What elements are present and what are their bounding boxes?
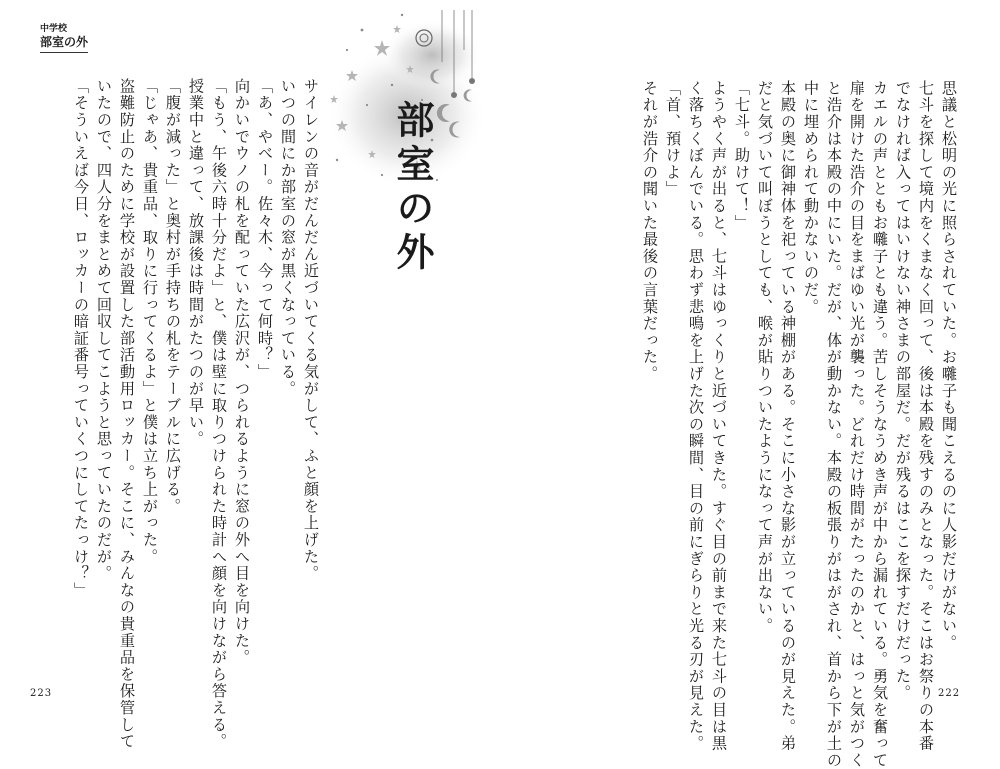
text-line: 盗難防止のために学校が設置した部活動用ロッカー。そこに、みんなの貴重品を保管して: [118, 78, 136, 750]
text-line: 「もう、午後六時十分だよ」と、僕は壁に取りつけられた時計へ顔を向けながら答える。: [210, 78, 228, 750]
right-page-text: [585, 80, 960, 769]
page-number-left: 223: [30, 688, 53, 699]
text-line: 七斗を探して境内をくまなく回って、後は本殿を残すのみとなった。そこはお祭りの本番: [917, 80, 935, 752]
text-line: 本殿の奥に御神体を祀っている神棚がある。そこに小さな影が立っているのが見えた。弟: [779, 80, 797, 752]
text-line: 授業中と違って、放課後は時間がたつのが早い。: [187, 78, 205, 448]
text-line: ようやく声が出ると、七斗はゆっくりと近づいてきた。すぐ目の前まで来た七斗の目は黒: [710, 80, 728, 752]
text-line: 扉を開けた浩介の目をまばゆい光が襲った。どれだけ時間がたったのかと、はっと気がつく: [848, 80, 866, 769]
text-line: カエルの声とともお囃子とも違う。苦しそうなうめき声が中から漏れている。勇気を奮って: [871, 80, 889, 769]
text-line: 「七斗。助けて！」: [733, 80, 751, 232]
page-number-right: 222: [938, 688, 961, 699]
text-line: それが浩介の聞いた最後の言葉だった。: [641, 80, 659, 383]
text-line: 中に埋められて動かないのだ。: [802, 80, 820, 316]
left-page-text: [37, 78, 322, 750]
text-line: いたので、四人分をまとめて回収してこようと思っていたのだが。: [95, 78, 113, 582]
chapter-title: 部室の外: [390, 100, 434, 276]
text-line: と浩介は本殿の中にいた。だが、体が動かない。本殿の板張りがはがされ、首から下が土の: [825, 80, 843, 769]
text-line: サイレンの音がだんだん近づいてくる気がして、ふと顔を上げた。: [302, 78, 320, 582]
header-title: 部室の外: [40, 35, 88, 53]
text-line: だと気づいて叫ぼうとしても、喉が貼りついたようになって声が出ない。: [756, 80, 774, 635]
text-line: でなければ入ってはいけない神さまの部屋だ。だが残るはここを探すだけだった。: [894, 80, 912, 702]
text-line: いつの間にか部室の窓が黒くなっている。: [279, 78, 297, 398]
text-line: 「腹が減った」と奥村が手持ちの札をテーブルに広げる。: [164, 78, 182, 515]
text-line: 思議と松明の光に照らされていた。お囃子も聞こえるのに人影だけがない。: [940, 80, 958, 652]
header-series: 中学校: [40, 24, 68, 34]
text-line: 「あ、やべー。佐々木、今って何時？」: [256, 78, 274, 381]
running-header: [40, 24, 88, 53]
text-line: 「首、預けよ」: [664, 80, 682, 198]
text-line: 「じゃあ、貴重品、取りに行ってくるよ」と僕は立ち上がった。: [141, 78, 159, 566]
text-line: 「そういえば今日、ロッカーの暗証番号っていくつにしてたっけ？」: [72, 78, 90, 599]
text-line: く落ちくぼんでいる。思わず悲鳴を上げた次の瞬間、目の前にぎらりと光る刃が見えた。: [687, 80, 705, 752]
text-line: 向かいでウノの札を配っていた広沢が、つられるように窓の外へ目を向けた。: [233, 78, 251, 666]
